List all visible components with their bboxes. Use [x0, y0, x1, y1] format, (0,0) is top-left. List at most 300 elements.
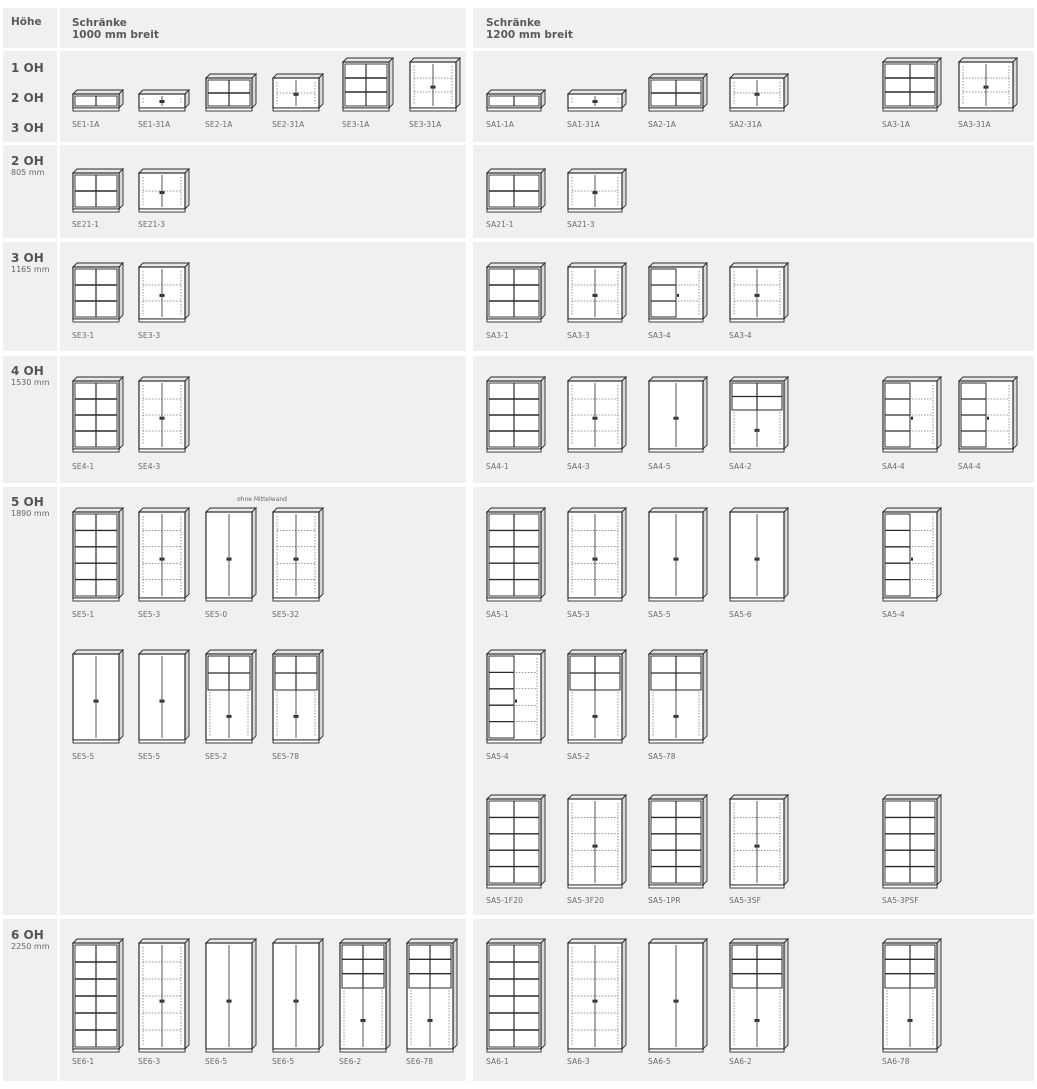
cabinet-figure [486, 262, 546, 322]
cabinet-top [73, 263, 123, 267]
cabinet-figure [138, 89, 190, 111]
cabinet-drawing [72, 507, 124, 601]
cabinet-figure [567, 794, 627, 888]
cabinet-drawing [272, 507, 324, 601]
door-handle [97, 700, 99, 703]
cabinet-code-label: SA5-3PSF [882, 896, 919, 905]
cabinet-code-label: SE1-31A [138, 120, 171, 129]
door-handle [160, 700, 162, 703]
cabinet-code-label: SA5-1PR [648, 896, 681, 905]
cabinet-drawing [567, 507, 627, 601]
cabinet-top [73, 377, 123, 381]
cabinet-plinth [273, 108, 319, 111]
cabinet-drawing [567, 649, 627, 743]
cabinet-plinth [730, 885, 784, 888]
cabinet-plinth [649, 1049, 703, 1052]
cabinet-code-label: SE3-1 [72, 331, 95, 340]
cabinet-figure [567, 938, 627, 1052]
cabinet-code-label: SA6-78 [882, 1057, 910, 1066]
cabinet-top [730, 263, 788, 267]
cabinet-drawing [729, 376, 789, 452]
cabinet-code-label: SE5-5 [138, 752, 161, 761]
cabinet-figure [138, 507, 190, 601]
door-handle [593, 1000, 595, 1003]
cabinet-side [389, 58, 393, 108]
cabinet-plinth [206, 108, 252, 111]
cabinet-code-label: SA3-31A [958, 120, 991, 129]
row-mm-text: 2250 mm [11, 942, 50, 951]
cabinet-plinth [883, 598, 937, 601]
cabinet-plinth [73, 598, 119, 601]
cabinet-drawing [882, 57, 942, 111]
cabinet-top [487, 169, 545, 173]
row-label-4oh-1530 [11, 364, 50, 388]
cabinet-code-label: SA4-5 [648, 462, 671, 471]
cabinet-figure [138, 938, 190, 1052]
cabinet-plinth [649, 319, 703, 322]
door-handle [163, 558, 165, 561]
cabinet-drawing [958, 376, 1018, 452]
cabinet-top [568, 377, 626, 381]
header-col2-width: 1200 mm breit [486, 29, 573, 41]
door-handle [593, 715, 595, 718]
row-label-2oh: 2 OH [11, 91, 44, 105]
header-cell-hoehe [3, 8, 57, 48]
cabinet-figure [729, 376, 789, 452]
cabinet-drawing [567, 262, 627, 322]
cabinet-figure [138, 376, 190, 452]
cabinet-plinth [206, 598, 252, 601]
cabinet-drawing [138, 262, 190, 322]
cabinet-plinth [487, 449, 541, 452]
cabinet-side [185, 508, 189, 598]
cabinet-figure [486, 649, 546, 743]
door-handle [515, 700, 517, 703]
cabinet-drawing [205, 938, 257, 1052]
header-col2-title: Schränke [486, 17, 541, 29]
door-handle [758, 558, 760, 561]
cabinet-code-label: SE3-31A [409, 120, 442, 129]
open-compartment [489, 656, 514, 738]
door-handle [755, 558, 757, 561]
door-handle [593, 845, 595, 848]
cabinet-plinth [883, 1049, 937, 1052]
cabinet-plinth [730, 108, 784, 111]
cabinet-figure [138, 168, 190, 212]
cabinet-figure [648, 262, 708, 322]
door-handle [297, 558, 299, 561]
cabinet-figure [486, 507, 546, 601]
door-handle [596, 1000, 598, 1003]
cabinet-figure [567, 89, 627, 111]
door-handle [755, 1019, 757, 1022]
cabinet-code-label: SE6-3 [138, 1057, 161, 1066]
cabinet-figure [729, 262, 789, 322]
row-label-2oh-805 [11, 154, 44, 178]
cabinet-code-label: SA4-2 [729, 462, 752, 471]
cabinet-figure [882, 376, 942, 452]
cabinet-side [252, 939, 256, 1049]
door-handle [596, 845, 598, 848]
cabinet-figure [882, 507, 942, 601]
cabinet-drawing [486, 262, 546, 322]
cabinet-top [649, 377, 707, 381]
door-handle [434, 86, 436, 89]
row-label-6oh-2250 [11, 928, 50, 952]
cabinet-drawing [205, 73, 257, 111]
cabinet-figure [272, 73, 324, 111]
cabinet-top [139, 508, 189, 512]
cabinet-plinth [273, 740, 319, 743]
door-handle [160, 417, 162, 420]
cabinet-code-label: SE21-1 [72, 220, 100, 229]
cabinet-drawing [729, 507, 789, 601]
cabinet-drawing [648, 938, 708, 1052]
door-handle [596, 294, 598, 297]
cabinet-plinth [410, 108, 456, 111]
cabinet-code-label: SE5-78 [272, 752, 300, 761]
cabinet-top [139, 377, 189, 381]
cabinet-code-label: SA2-1A [648, 120, 677, 129]
cabinet-code-label: SA6-1 [486, 1057, 509, 1066]
cabinet-drawing [339, 938, 391, 1052]
cabinet-drawing [729, 73, 789, 111]
cabinet-drawing [486, 938, 546, 1052]
cabinet-code-label: SA4-3 [567, 462, 590, 471]
cabinet-code-label: SE5-0 [205, 610, 228, 619]
cabinet-side [252, 508, 256, 598]
door-handle [987, 417, 989, 420]
cabinet-code-label: SE5-3 [138, 610, 161, 619]
door-handle [755, 294, 757, 297]
door-handle [755, 429, 757, 432]
cabinet-drawing [138, 168, 190, 212]
cabinet-drawing [882, 376, 942, 452]
door-handle [297, 93, 299, 96]
cabinet-plinth [139, 598, 185, 601]
door-handle [596, 100, 598, 103]
door-handle [758, 429, 760, 432]
door-handle [163, 417, 165, 420]
door-handle [593, 191, 595, 194]
door-handle [163, 700, 165, 703]
door-handle [160, 191, 162, 194]
door-handle [297, 1000, 299, 1003]
row-label-3oh-1165 [11, 251, 50, 275]
cabinet-plinth [730, 449, 784, 452]
cabinet-plinth [206, 740, 252, 743]
cabinet-drawing [138, 376, 190, 452]
cabinet-plinth [73, 740, 119, 743]
door-handle [758, 1019, 760, 1022]
cabinet-code-label: SA4-1 [486, 462, 509, 471]
cabinet-drawing [567, 168, 627, 212]
door-handle [674, 715, 676, 718]
cabinet-top [649, 508, 707, 512]
cabinet-drawing [72, 168, 124, 212]
door-handle [297, 715, 299, 718]
door-handle [428, 1019, 430, 1022]
cabinet-code-label: SA5-6 [729, 610, 752, 619]
cabinet-drawing [409, 57, 461, 111]
cabinet-figure [205, 938, 257, 1052]
cabinet-figure [272, 938, 324, 1052]
cabinet-top [568, 508, 626, 512]
door-handle [596, 417, 598, 420]
door-handle [674, 417, 676, 420]
cabinet-code-label: SA3-1 [486, 331, 509, 340]
cabinet-code-label: SA5-4 [486, 752, 509, 761]
door-handle [230, 715, 232, 718]
cabinet-top [883, 508, 941, 512]
row-oh-text: 3 OH [11, 251, 44, 265]
cabinet-plinth [340, 1049, 386, 1052]
cabinet-plinth [568, 885, 622, 888]
cabinet-code-label: SE5-32 [272, 610, 300, 619]
cabinet-top [487, 263, 545, 267]
cabinet-figure [138, 262, 190, 322]
cabinet-plinth [487, 209, 541, 212]
cabinet-top [649, 263, 707, 267]
cabinet-plinth [73, 108, 119, 111]
cabinet-code-label: SA3-4 [648, 331, 671, 340]
cabinet-figure [882, 794, 942, 888]
door-handle [596, 558, 598, 561]
row-oh-text: 5 OH [11, 495, 44, 509]
cabinet-plinth [206, 1049, 252, 1052]
cabinet-drawing [486, 794, 546, 888]
door-handle [987, 86, 989, 89]
cabinet-code-label: SA6-5 [648, 1057, 671, 1066]
row-mm-text: 805 mm [11, 168, 45, 177]
cabinet-top [568, 263, 626, 267]
cabinet-plinth [487, 598, 541, 601]
door-handle [593, 100, 595, 103]
door-handle [227, 1000, 229, 1003]
cabinet-figure [205, 649, 257, 743]
cabinet-drawing [138, 507, 190, 601]
cabinet-plinth [649, 885, 703, 888]
row-label-3oh: 3 OH [11, 121, 44, 135]
cabinet-drawing [72, 89, 124, 111]
cabinet-code-label: SA4-4 [882, 462, 905, 471]
door-handle [758, 93, 760, 96]
cabinet-plinth [649, 449, 703, 452]
cabinet-plinth [407, 1049, 453, 1052]
cabinet-drawing [486, 376, 546, 452]
cabinet-plinth [73, 1049, 119, 1052]
header-hoehe: Höhe [11, 16, 42, 28]
cabinet-code-label: SE5-5 [72, 752, 95, 761]
row-mm-text: 1165 mm [11, 265, 50, 274]
open-compartment [651, 269, 676, 317]
door-handle [294, 1000, 296, 1003]
cabinet-code-label: SA5-78 [648, 752, 676, 761]
cabinet-plinth [343, 108, 389, 111]
cabinet-code-label: SE5-1 [72, 610, 95, 619]
cabinet-figure [486, 376, 546, 452]
door-handle [674, 558, 676, 561]
row-mm-text: 1890 mm [11, 509, 50, 518]
cabinet-figure [138, 649, 190, 743]
cabinet-code-label: SE2-1A [205, 120, 233, 129]
cabinet-top [487, 377, 545, 381]
door-handle [911, 558, 913, 561]
cabinet-figure [958, 376, 1018, 452]
cabinet-code-label: SA21-3 [567, 220, 595, 229]
cabinet-code-label: SA1-1A [486, 120, 515, 129]
row-mm-text: 1530 mm [11, 378, 50, 387]
cabinet-plinth [139, 108, 185, 111]
door-handle [593, 417, 595, 420]
row-cell [3, 487, 57, 915]
cabinet-code-label: SA5-2 [567, 752, 590, 761]
row-label-1-3oh [11, 61, 44, 135]
cabinet-code-label: SA3-1A [882, 120, 911, 129]
cabinet-code-label: SA6-3 [567, 1057, 590, 1066]
door-handle [364, 1019, 366, 1022]
cabinet-top [959, 377, 1017, 381]
cabinet-drawing [138, 938, 190, 1052]
cabinet-figure [958, 57, 1018, 111]
header-col1-width: 1000 mm breit [72, 29, 159, 41]
cabinet-code-label: SA6-2 [729, 1057, 752, 1066]
cabinet-drawing [342, 57, 394, 111]
cabinet-side [185, 939, 189, 1049]
cabinet-drawing [958, 57, 1018, 111]
cabinet-side [185, 650, 189, 740]
row-oh-text: 2 OH [11, 154, 44, 168]
cabinet-plinth [73, 449, 119, 452]
cabinet-figure [567, 168, 627, 212]
cabinet-figure [486, 89, 546, 111]
cabinet-code-label: SE6-2 [339, 1057, 362, 1066]
door-handle [593, 294, 595, 297]
cabinet-drawing [567, 376, 627, 452]
cabinet-figure [882, 57, 942, 111]
cabinet-code-label: SA5-4 [882, 610, 905, 619]
cabinet-plinth [568, 319, 622, 322]
cabinet-drawing [486, 168, 546, 212]
door-handle [431, 86, 433, 89]
cabinet-code-label: SA3-3 [567, 331, 590, 340]
door-handle [163, 294, 165, 297]
cabinet-figure [205, 73, 257, 111]
cabinet-drawing [272, 649, 324, 743]
door-handle [677, 417, 679, 420]
cabinet-figure [648, 507, 708, 601]
cabinet-drawing [567, 89, 627, 111]
cabinet-plinth [73, 209, 119, 212]
cabinet-figure [272, 649, 324, 743]
cabinet-figure [567, 649, 627, 743]
door-handle [227, 558, 229, 561]
cabinet-figure [882, 938, 942, 1052]
cabinet-plinth [139, 209, 185, 212]
cabinet-figure [648, 649, 708, 743]
cabinet-drawing [882, 794, 942, 888]
cabinet-plinth [649, 598, 703, 601]
cabinet-plinth [730, 1049, 784, 1052]
cabinet-code-label: SE4-3 [138, 462, 161, 471]
cabinet-figure [342, 57, 394, 111]
row-oh-text: 6 OH [11, 928, 44, 942]
cabinet-code-label: SE1-1A [72, 120, 100, 129]
cabinet-figure [72, 507, 124, 601]
cabinet-code-label: SE6-1 [72, 1057, 95, 1066]
cabinet-drawing [729, 794, 789, 888]
cabinet-drawing [882, 938, 942, 1052]
cabinet-drawing [648, 649, 708, 743]
cabinet-figure [729, 938, 789, 1052]
cabinet-drawing [72, 262, 124, 322]
cabinet-side [386, 939, 390, 1049]
door-handle [294, 715, 296, 718]
cabinet-figure [72, 262, 124, 322]
cabinet-figure [406, 938, 458, 1052]
cabinet-drawing [486, 89, 546, 111]
door-handle [361, 1019, 363, 1022]
cabinet-plinth [487, 885, 541, 888]
cabinet-side [185, 263, 189, 319]
cabinet-figure [648, 938, 708, 1052]
cabinet-plinth [568, 598, 622, 601]
note-ohne-mittelwand: ohne Mittelwand [237, 496, 287, 503]
cabinet-drawing [72, 938, 124, 1052]
door-handle [755, 93, 757, 96]
cabinet-top [206, 508, 256, 512]
cabinet-side [319, 939, 323, 1049]
cabinet-figure [648, 376, 708, 452]
cabinet-top [73, 508, 123, 512]
door-handle [163, 1000, 165, 1003]
cabinet-plinth [139, 1049, 185, 1052]
door-handle [294, 558, 296, 561]
cabinet-code-label: SE3-3 [138, 331, 161, 340]
cabinet-drawing [567, 794, 627, 888]
door-handle [230, 558, 232, 561]
cabinet-top [139, 263, 189, 267]
cabinet-drawing [72, 376, 124, 452]
cabinet-plinth [883, 449, 937, 452]
door-handle [908, 1019, 910, 1022]
door-handle [758, 294, 760, 297]
cabinet-drawing [648, 794, 708, 888]
cabinet-plinth [73, 319, 119, 322]
door-handle [294, 93, 296, 96]
cabinet-top [139, 169, 189, 173]
cabinet-code-label: SA5-3SF [729, 896, 762, 905]
door-handle [163, 100, 165, 103]
cabinet-side [185, 377, 189, 449]
cabinet-code-label: SE6-78 [406, 1057, 434, 1066]
door-handle [677, 1000, 679, 1003]
cabinet-code-label: SE3-1A [342, 120, 370, 129]
door-handle [596, 191, 598, 194]
cabinet-plinth [139, 449, 185, 452]
cabinet-side [319, 74, 323, 108]
cabinet-figure [567, 507, 627, 601]
cabinet-code-label: SE2-31A [272, 120, 305, 129]
cabinet-figure [648, 73, 708, 111]
cabinet-drawing [205, 507, 257, 601]
door-handle [160, 1000, 162, 1003]
cabinet-plinth [487, 740, 541, 743]
door-handle [677, 294, 679, 297]
cabinet-top [883, 377, 941, 381]
door-handle [230, 1000, 232, 1003]
cabinet-drawing [138, 89, 190, 111]
